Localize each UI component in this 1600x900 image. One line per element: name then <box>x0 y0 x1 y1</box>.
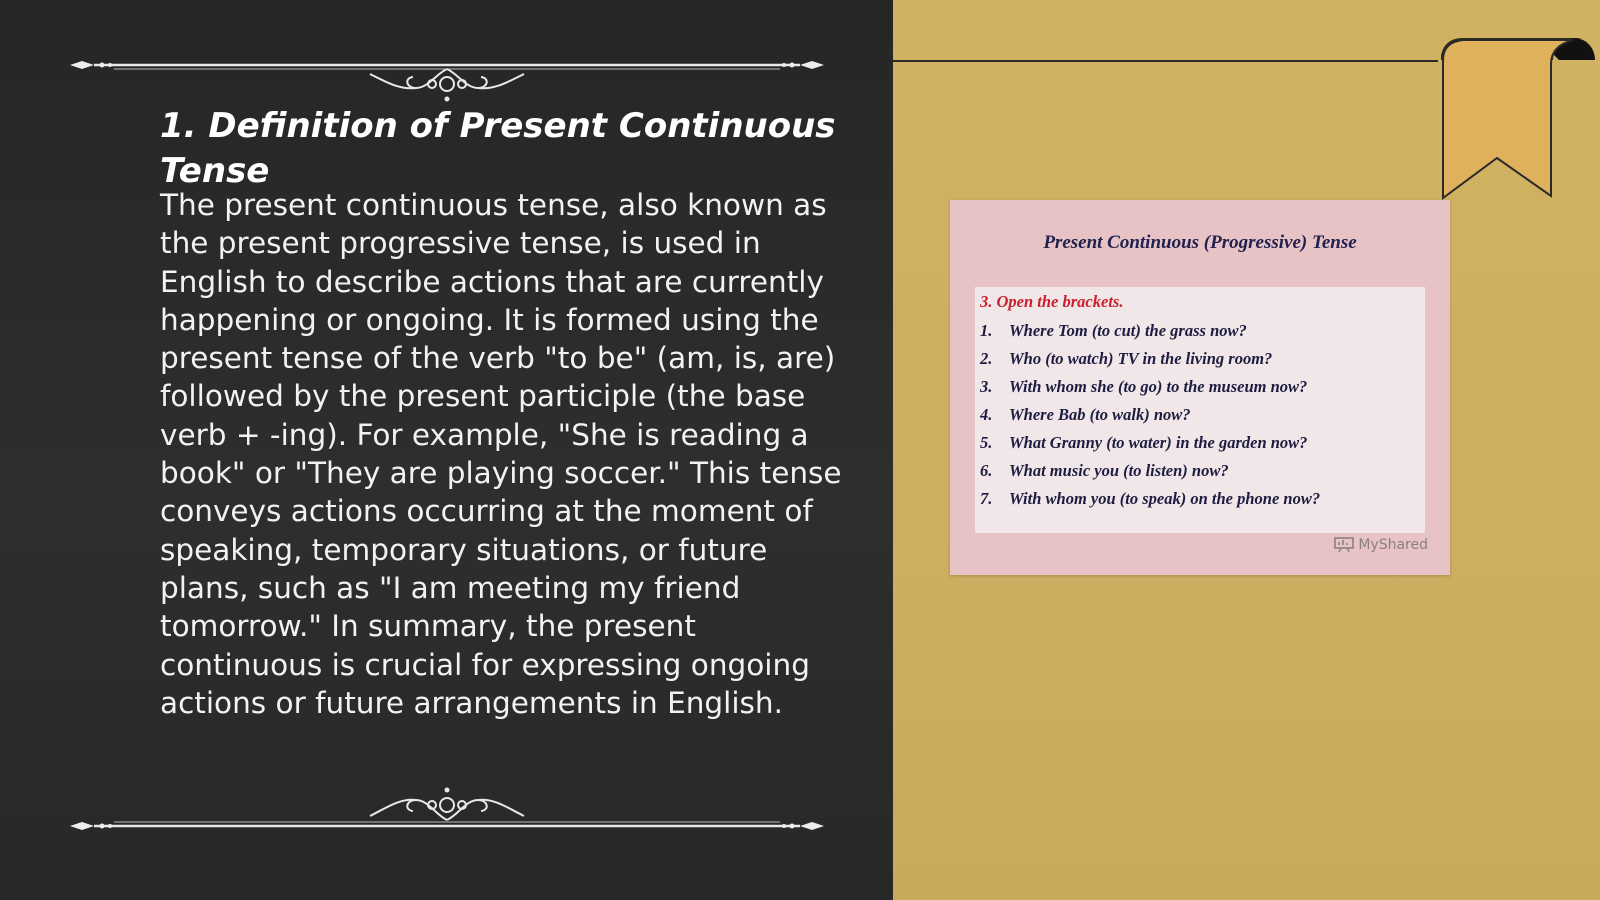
exercise-item <box>980 457 1320 485</box>
presentation-icon <box>1334 537 1354 553</box>
exercise-item <box>980 345 1320 373</box>
exercise-heading: 3. Open the brackets. <box>980 292 1124 311</box>
exercise-item <box>980 317 1320 345</box>
slide-body-text: The present continuous tense, also known as the present progressive tense, is used in English to describe actions that are currently happening or ongoing. It is formed using the present tense of the verb "to be" (am, is, are) followed by the present participle (the base verb + -ing). For example, "She is reading a book" or "They are playing soccer." This tense conveys actions occurring at the moment of speaking, temporary situations, or future plans, such as "I am meeting my friend tomorrow." In summary, the present continuous is crucial for expressing ongoing actions or future arrangements in English. <box>160 188 842 720</box>
exercise-item <box>980 485 1320 513</box>
watermark-text: MyShared <box>1358 537 1428 553</box>
item-number: 1. <box>980 321 993 340</box>
item-text: What Granny (to water) in the garden now? <box>1009 433 1308 452</box>
gold-image-panel <box>893 0 1600 900</box>
watermark <box>1334 537 1428 553</box>
item-text: Where Bab (to walk) now? <box>1009 405 1191 424</box>
exercise-item <box>980 401 1320 429</box>
slide-title: 1. Definition of Present Continuous Tense <box>160 106 836 191</box>
item-text: What music you (to listen) now? <box>1009 461 1229 480</box>
item-text: With whom you (to speak) on the phone now? <box>1009 489 1321 508</box>
worksheet-image <box>950 200 1450 575</box>
ornamental-divider-top <box>64 48 830 108</box>
ornamental-divider-bottom <box>64 770 830 830</box>
divider-line <box>893 60 1438 62</box>
item-number: 3. <box>980 377 993 396</box>
bookmark-ribbon <box>1433 34 1600 204</box>
exercise-box <box>975 287 1425 533</box>
item-number: 2. <box>980 349 993 368</box>
item-number: 6. <box>980 461 993 480</box>
exercise-list <box>980 317 1320 513</box>
item-text: With whom she (to go) to the museum now? <box>1009 377 1308 396</box>
exercise-item <box>980 429 1320 457</box>
worksheet-title: Present Continuous (Progressive) Tense <box>1043 232 1357 253</box>
item-number: 5. <box>980 433 993 452</box>
item-text: Where Tom (to cut) the grass now? <box>1009 321 1247 340</box>
item-number: 4. <box>980 405 993 424</box>
item-number: 7. <box>980 489 993 508</box>
item-text: Who (to watch) TV in the living room? <box>1009 349 1273 368</box>
exercise-item <box>980 373 1320 401</box>
